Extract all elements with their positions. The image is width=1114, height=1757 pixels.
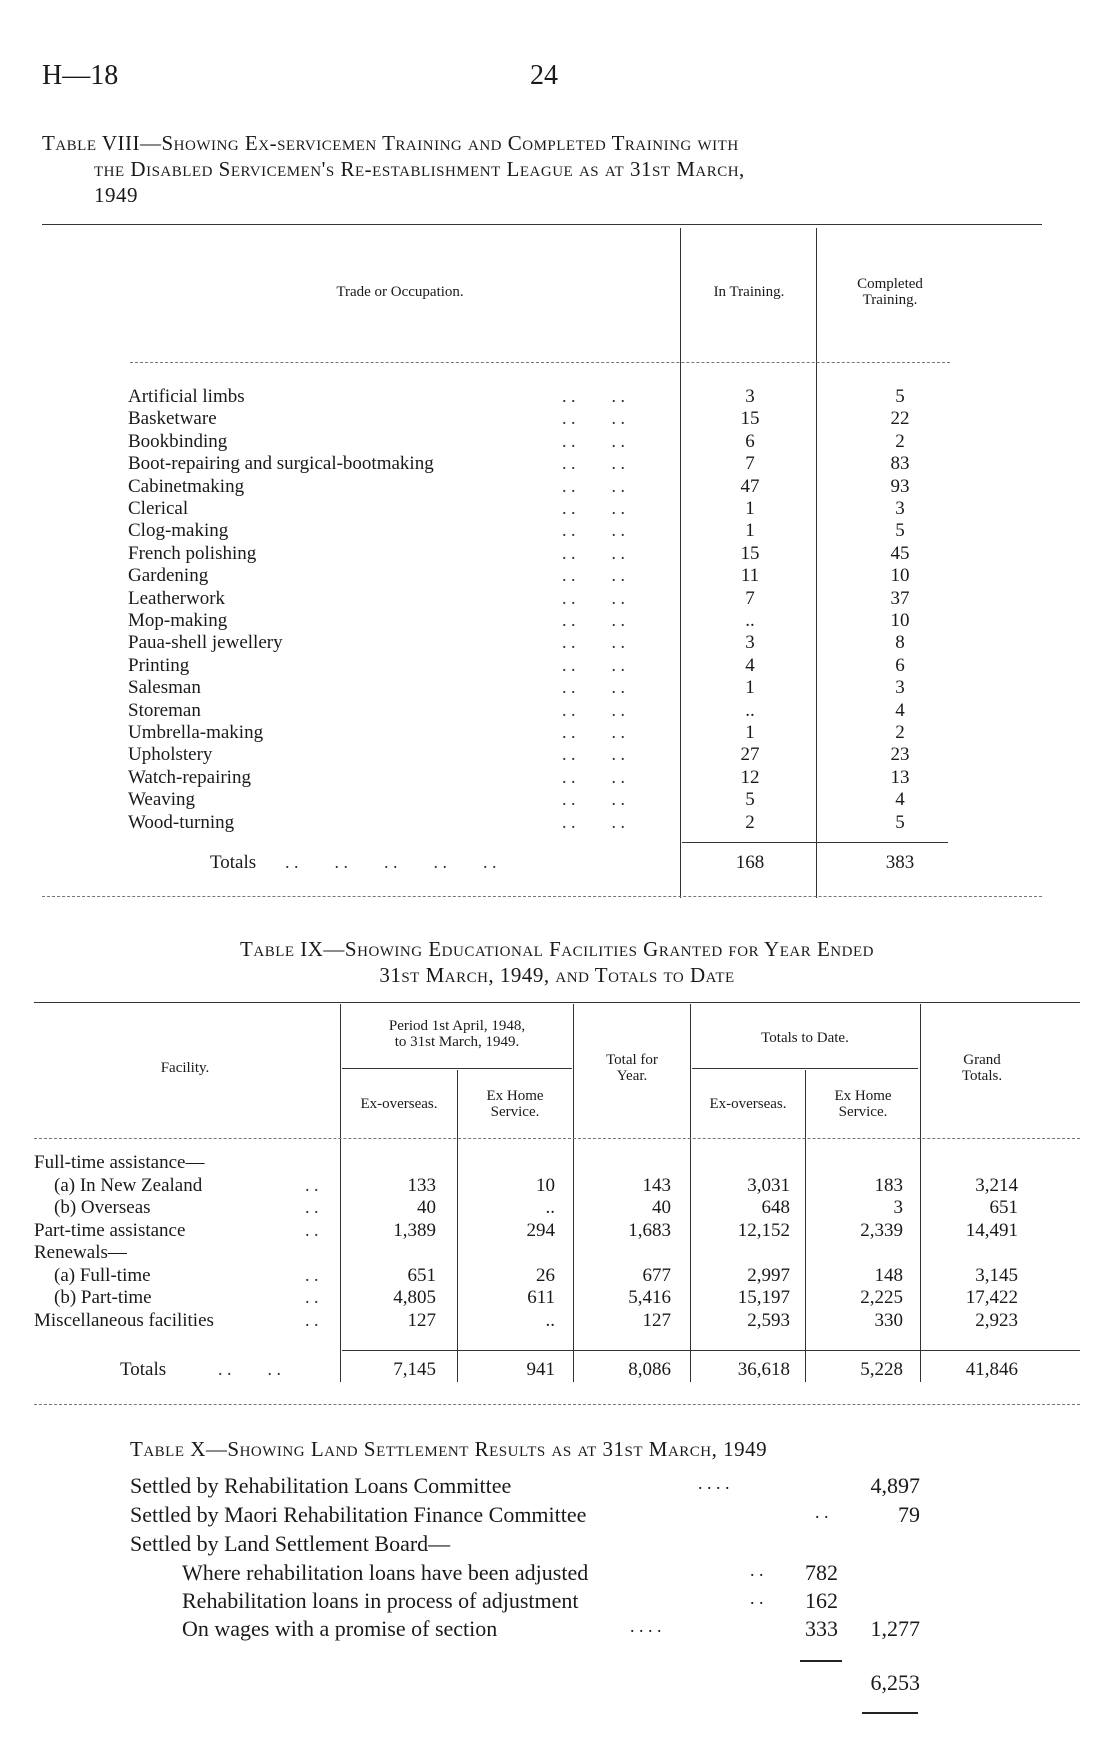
table8-row-trade: Upholstery — [128, 744, 213, 765]
table9-col-totals-date: Totals to Date. — [761, 1030, 849, 1046]
table10-sub1-value: 782 — [805, 1560, 838, 1585]
table9-cell-d-home: 2,339 — [860, 1220, 903, 1241]
table10-sub-rule — [800, 1660, 842, 1662]
table9-col-d-ex-overseas: Ex-overseas. — [709, 1096, 787, 1112]
table9-cell-d-over: 3,031 — [747, 1175, 790, 1196]
table8-col-completed — [820, 276, 960, 308]
table9-row-label: (a) Full-time — [54, 1265, 151, 1286]
table8-row-in-training: 47 — [740, 476, 760, 497]
table8-row-trade: Bookbinding — [128, 431, 228, 452]
table8-row-leader-dots: . . . . — [562, 520, 625, 540]
table8-row-trade: Weaving — [128, 789, 196, 810]
table8-row-trade: Basketware — [128, 408, 217, 429]
table8-totals-dots: . . . . . . . . . . — [285, 852, 497, 872]
table8-row-trade: Clerical — [128, 498, 189, 519]
table10-sub2-value: 162 — [805, 1588, 838, 1613]
table9-divider-2 — [457, 1070, 458, 1382]
table9-row-leader-dots: . . — [305, 1310, 319, 1330]
table10-sub3: On wages with a promise of section — [182, 1616, 498, 1641]
table8-totals-in-training: 168 — [735, 852, 765, 873]
table9-sum-rule — [342, 1350, 1080, 1351]
table8-sum-rule — [682, 842, 948, 843]
table9-cell-grand: 651 — [989, 1197, 1018, 1218]
table9-cell-d-home: 330 — [874, 1310, 903, 1331]
table10-line1: Settled by Rehabilitation Loans Committee — [130, 1473, 512, 1498]
table8-title-line1: Table VIII—Showing Ex-servicemen Training and Completed Training with — [42, 131, 739, 155]
table9-col-total-year — [575, 1052, 689, 1084]
table8-row-completed: 10 — [890, 565, 910, 586]
table9-cell-p-home: 26 — [536, 1265, 555, 1286]
table8-row-in-training: 12 — [740, 767, 760, 788]
table8-row-in-training: 27 — [740, 744, 760, 765]
table9-cell-p-over: 1,389 — [393, 1220, 436, 1241]
table9-period-rule — [342, 1068, 572, 1069]
table9-cell-d-over: 648 — [761, 1197, 790, 1218]
table9-header-rule — [34, 1138, 1080, 1139]
table10-line2: Settled by Maori Rehabilitation Finance Committee — [130, 1502, 587, 1527]
table8-row-leader-dots: . . . . — [562, 677, 625, 697]
table10-sub2: Rehabilitation loans in process of adjustment — [182, 1588, 579, 1613]
table8-row-trade: Boot-repairing and surgical-bootmaking — [128, 453, 434, 474]
table8-row-trade: Wood-turning — [128, 812, 235, 833]
table8-row-in-training: .. — [745, 700, 755, 721]
table9-cell-p-home: .. — [545, 1310, 555, 1331]
table8-row-in-training: 1 — [745, 498, 755, 519]
table8-row-leader-dots: . . . . — [562, 476, 625, 496]
table9-totals-year: 8,086 — [628, 1359, 671, 1380]
table8-row-in-training: 11 — [740, 565, 760, 586]
table9-col-p-ex-overseas: Ex-overseas. — [360, 1096, 438, 1112]
table8-col-trade: Trade or Occupation. — [336, 284, 464, 300]
table9-title — [0, 936, 1114, 988]
table10-line3: Settled by Land Settlement Board— — [130, 1531, 451, 1556]
table8-row-leader-dots: . . . . — [562, 632, 625, 652]
table9-divider-3 — [573, 1004, 574, 1382]
table8-row-leader-dots: . . . . — [562, 408, 625, 428]
table9-col-p-ex-home — [459, 1088, 571, 1120]
table8-row-completed: 13 — [890, 767, 910, 788]
table10-title: Table X—Showing Land Settlement Results as at 31st March, 1949 — [130, 1437, 768, 1461]
table9-col-d-ex-home-line1: Ex Home — [834, 1088, 892, 1104]
table9-divider-4 — [690, 1004, 691, 1382]
table9-row-label: Miscellaneous facilities — [34, 1310, 214, 1331]
table8-row-leader-dots: . . . . — [562, 588, 625, 608]
table9-col-grand-line2: Totals. — [961, 1068, 1003, 1084]
table9-cell-d-over: 15,197 — [737, 1287, 790, 1308]
table10-sub3-value: 333 — [805, 1616, 838, 1641]
table8-row-completed: 8 — [895, 632, 905, 653]
table8-row-completed: 22 — [890, 408, 910, 429]
table9-col-period-line2: to 31st March, 1949. — [394, 1034, 520, 1050]
table9-row-leader-dots: . . — [305, 1287, 319, 1307]
table8-col-completed-line2: Training. — [862, 292, 918, 308]
table8-row-completed: 4 — [895, 700, 905, 721]
table9-cell-total-year: 5,416 — [628, 1287, 671, 1308]
table9-col-d-ex-home-line2: Service. — [838, 1104, 888, 1120]
table8-totals-label: Totals — [210, 852, 257, 873]
table9-col-p-ex-home-line1: Ex Home — [486, 1088, 544, 1104]
table8-row-leader-dots: . . . . — [562, 700, 625, 720]
table9-col-p-ex-home-line2: Service. — [490, 1104, 540, 1120]
table9-col-period — [342, 1018, 572, 1050]
table8-row-in-training: 2 — [745, 812, 755, 833]
table9-top-rule — [34, 1002, 1080, 1003]
table9-col-grand — [922, 1052, 1042, 1084]
table8-row-completed: 4 — [895, 789, 905, 810]
table8-row-leader-dots: . . . . — [562, 744, 625, 764]
table8-row-trade: French polishing — [128, 543, 257, 564]
table9-cell-d-home: 148 — [874, 1265, 903, 1286]
table9-totals-dots: . . . . — [218, 1359, 281, 1379]
table9-row-label: Part-time assistance — [34, 1220, 186, 1241]
table9-row-label: (a) In New Zealand — [54, 1175, 203, 1196]
table8-row-completed: 10 — [890, 610, 910, 631]
table9-cell-p-home: .. — [545, 1197, 555, 1218]
table9-cell-p-over: 651 — [407, 1265, 436, 1286]
table9-title-line2: 31st March, 1949, and Totals to Date — [379, 963, 735, 987]
table9-title-line1: Table IX—Showing Educational Facilities Granted for Year Ended — [240, 937, 874, 961]
table9-cell-total-year: 677 — [642, 1265, 671, 1286]
table8-row-in-training: 3 — [745, 632, 755, 653]
table8-row-leader-dots: . . . . — [562, 812, 625, 832]
table8-row-in-training: 1 — [745, 677, 755, 698]
table8-col-in-training: In Training. — [713, 284, 785, 300]
table9-cell-grand: 14,491 — [965, 1220, 1018, 1241]
table8-row-leader-dots: . . . . — [562, 386, 625, 406]
table10-line2-dots: . . — [815, 1502, 829, 1522]
table10-line2-value: 79 — [898, 1502, 920, 1527]
table8-row-completed: 2 — [895, 722, 905, 743]
table8-row-in-training: 3 — [745, 386, 755, 407]
table8-row-leader-dots: . . . . — [562, 767, 625, 787]
table8-row-leader-dots: . . . . — [562, 543, 625, 563]
table9-cell-total-year: 143 — [642, 1175, 671, 1196]
table8-row-leader-dots: . . . . — [562, 498, 625, 518]
table9-cell-total-year: 127 — [642, 1310, 671, 1331]
table9-divider-5 — [805, 1070, 806, 1382]
table8-row-completed: 3 — [895, 498, 905, 519]
table8-row-completed: 5 — [895, 520, 905, 541]
table8-row-trade: Gardening — [128, 565, 209, 586]
table8-row-completed: 5 — [895, 812, 905, 833]
table8-top-rule — [42, 224, 1042, 225]
table10-grand-rule — [862, 1712, 918, 1714]
table9-cell-d-home: 2,225 — [860, 1287, 903, 1308]
table8-row-completed: 37 — [890, 588, 910, 609]
table9-divider-1 — [340, 1004, 341, 1382]
table9-row-label: (b) Part-time — [54, 1287, 152, 1308]
table8-col-divider-2 — [816, 228, 817, 898]
table9-totals-label: Totals — [120, 1359, 167, 1380]
table8-row-in-training: 15 — [740, 408, 760, 429]
table8-row-completed: 23 — [890, 744, 910, 765]
table8-title-line3: 1949 — [94, 183, 138, 207]
table8-row-trade: Paua-shell jewellery — [128, 632, 283, 653]
table9-cell-total-year: 40 — [652, 1197, 671, 1218]
table9-divider-6 — [920, 1004, 921, 1382]
table9-totals-d-over: 36,618 — [737, 1359, 790, 1380]
table9-totals-p-over: 7,145 — [393, 1359, 436, 1380]
table9-row-label: (b) Overseas — [54, 1197, 151, 1218]
table8-row-leader-dots: . . . . — [562, 789, 625, 809]
table8-row-leader-dots: . . . . — [562, 453, 625, 473]
table9-row-leader-dots: . . — [305, 1265, 319, 1285]
table8-row-completed: 93 — [890, 476, 910, 497]
table8-row-trade: Mop-making — [128, 610, 228, 631]
table9-totals-p-home: 941 — [526, 1359, 555, 1380]
table10-sub2-dots: . . — [750, 1588, 764, 1608]
table8-row-trade: Watch-repairing — [128, 767, 251, 788]
table8-row-trade: Cabinetmaking — [128, 476, 245, 497]
table9-row-label: Renewals— — [34, 1242, 127, 1263]
table9-cell-grand: 2,923 — [975, 1310, 1018, 1331]
table9-cell-d-home: 183 — [874, 1175, 903, 1196]
table8-col-divider-1 — [680, 228, 681, 898]
table9-cell-d-over: 2,593 — [747, 1310, 790, 1331]
table8-row-in-training: 7 — [745, 453, 755, 474]
table8-row-completed: 83 — [890, 453, 910, 474]
table9-row-label: Full-time assistance— — [34, 1152, 205, 1173]
table9-col-grand-line1: Grand — [963, 1052, 1001, 1068]
table9-cell-p-home: 294 — [526, 1220, 555, 1241]
table8-row-completed: 45 — [890, 543, 910, 564]
table10-sub1-dots: . . — [750, 1560, 764, 1580]
table8-row-in-training: 4 — [745, 655, 755, 676]
table9-cell-grand: 3,145 — [975, 1265, 1018, 1286]
table8-row-leader-dots: . . . . — [562, 610, 625, 630]
table10-board-total: 1,277 — [870, 1616, 920, 1641]
table8-bottom-rule — [42, 896, 1042, 897]
table8-row-leader-dots: . . . . — [562, 655, 625, 675]
table9-cell-d-over: 2,997 — [747, 1265, 790, 1286]
table9-cell-grand: 17,422 — [965, 1287, 1018, 1308]
table8-row-trade: Salesman — [128, 677, 201, 698]
table8-row-trade: Leatherwork — [128, 588, 226, 609]
table9-col-total-year-line2: Year. — [616, 1068, 648, 1084]
table10-sub3-dots: . . . . — [630, 1616, 662, 1636]
table8-row-in-training: 5 — [745, 789, 755, 810]
table9-col-d-ex-home — [807, 1088, 919, 1120]
table9-col-period-line1: Period 1st April, 1948, — [388, 1018, 526, 1034]
table9-cell-total-year: 1,683 — [628, 1220, 671, 1241]
table9-date-rule — [692, 1068, 918, 1069]
table9-cell-d-home: 3 — [893, 1197, 903, 1218]
table8-row-in-training: 1 — [745, 520, 755, 541]
table8-row-completed: 6 — [895, 655, 905, 676]
table9-cell-p-over: 127 — [407, 1310, 436, 1331]
table8-row-trade: Clog-making — [128, 520, 229, 541]
table8-row-in-training: 7 — [745, 588, 755, 609]
table9-cell-p-home: 611 — [527, 1287, 555, 1308]
table8-row-leader-dots: . . . . — [562, 431, 625, 451]
table8-col-completed-line1: Completed — [857, 276, 923, 292]
table8-row-in-training: 1 — [745, 722, 755, 743]
table9-cell-p-home: 10 — [536, 1175, 555, 1196]
table8-row-leader-dots: . . . . — [562, 722, 625, 742]
page-ref: H—18 — [42, 60, 119, 91]
table8-row-trade: Printing — [128, 655, 190, 676]
table8-row-trade: Storeman — [128, 700, 201, 721]
table9-row-leader-dots: . . — [305, 1220, 319, 1240]
table9-col-facility: Facility. — [160, 1060, 210, 1076]
table8-row-in-training: 6 — [745, 431, 755, 452]
table8-header-rule — [130, 362, 950, 363]
table10-line1-value: 4,897 — [870, 1473, 920, 1498]
table9-totals-grand: 41,846 — [965, 1359, 1018, 1380]
table8-row-trade: Umbrella-making — [128, 722, 264, 743]
page-number: 24 — [530, 60, 558, 91]
table8-row-completed: 2 — [895, 431, 905, 452]
table10-line1-dots: . . . . — [698, 1473, 730, 1493]
table8-row-leader-dots: . . . . — [562, 565, 625, 585]
table10-sub1: Where rehabilitation loans have been adjusted — [182, 1560, 589, 1585]
table9-cell-p-over: 40 — [417, 1197, 436, 1218]
table8-row-in-training: 15 — [740, 543, 760, 564]
table9-col-total-year-line1: Total for — [606, 1052, 658, 1068]
table8-title-line2: the Disabled Servicemen's Re-establishment League as at 31st March, — [94, 157, 745, 181]
table8-row-in-training: .. — [745, 610, 755, 631]
table9-bottom-rule — [34, 1404, 1080, 1405]
table8-row-completed: 5 — [895, 386, 905, 407]
table9-row-leader-dots: . . — [305, 1197, 319, 1217]
table8-title — [42, 130, 1042, 208]
table9-totals-d-home: 5,228 — [860, 1359, 903, 1380]
table9-cell-p-over: 133 — [407, 1175, 436, 1196]
table9-cell-p-over: 4,805 — [393, 1287, 436, 1308]
table8-row-completed: 3 — [895, 677, 905, 698]
table9-row-leader-dots: . . — [305, 1175, 319, 1195]
table8-row-trade: Artificial limbs — [128, 386, 245, 407]
table9-cell-d-over: 12,152 — [737, 1220, 790, 1241]
table10-grand-total: 6,253 — [870, 1670, 920, 1695]
table9-cell-grand: 3,214 — [975, 1175, 1018, 1196]
table8-totals-completed: 383 — [885, 852, 915, 873]
